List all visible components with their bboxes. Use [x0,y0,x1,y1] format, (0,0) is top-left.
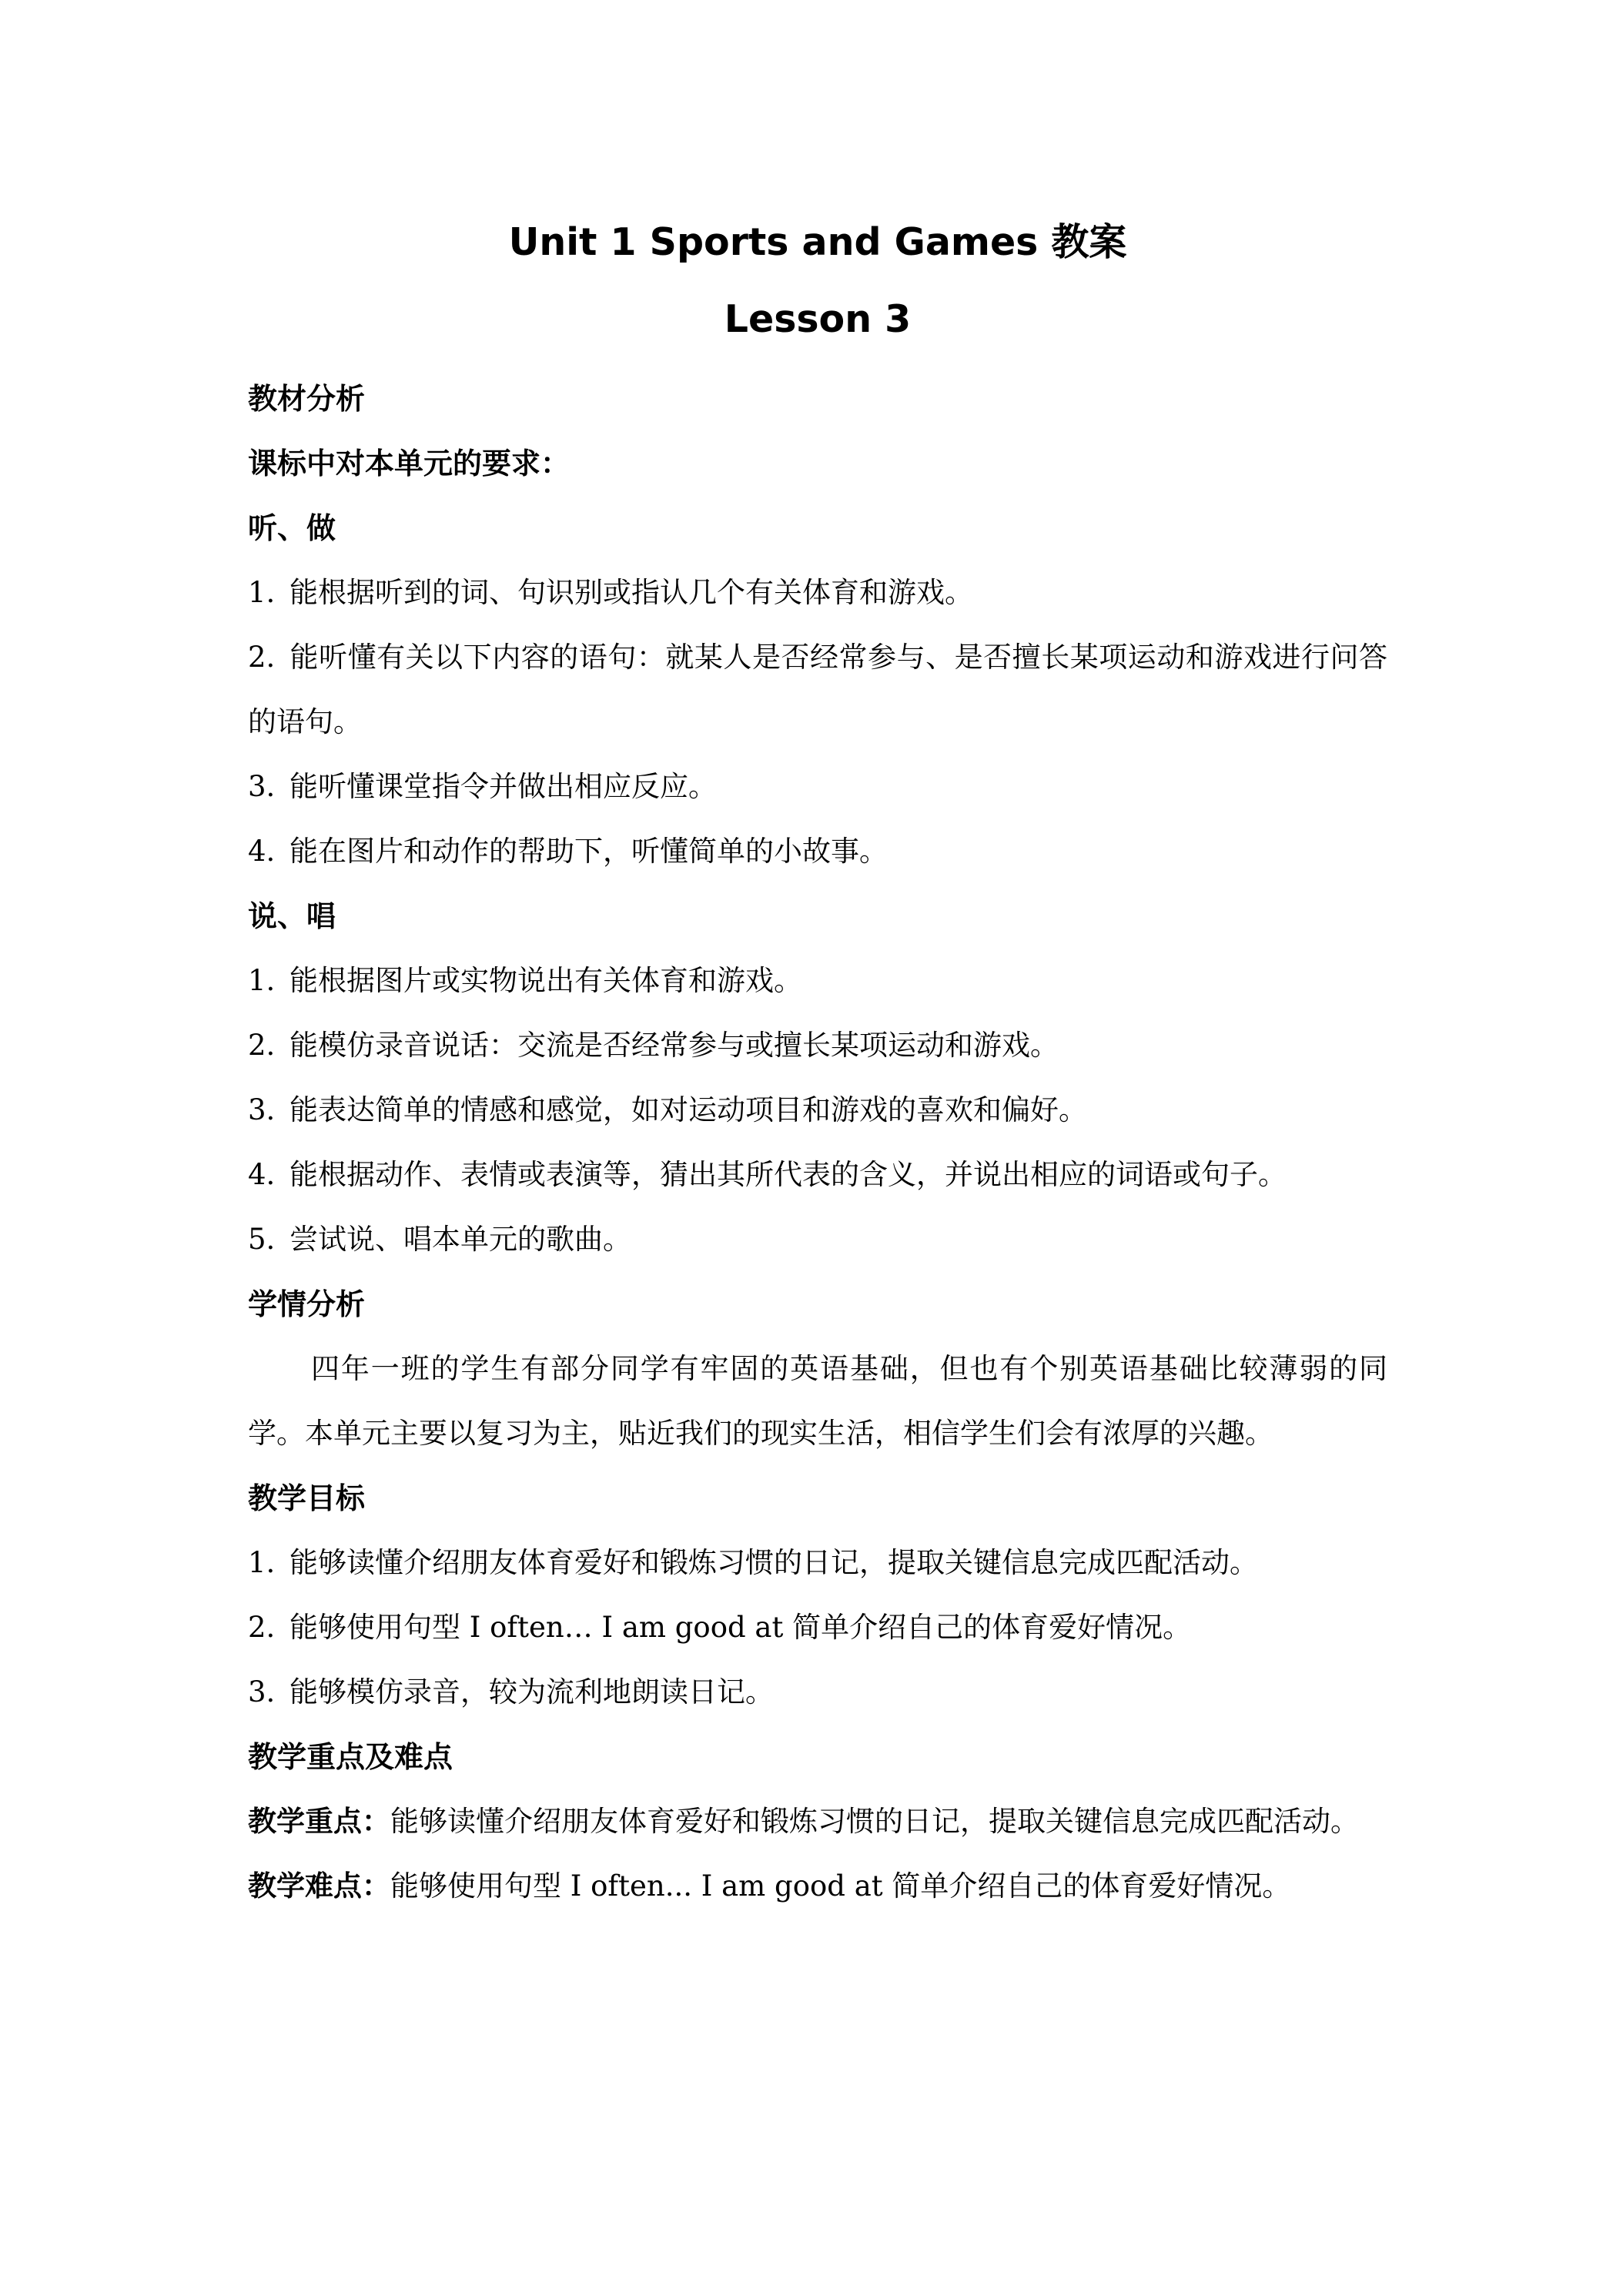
item-number: 3. [248,770,276,803]
item-number: 3. [248,1675,276,1709]
item-number: 3. [248,1093,276,1126]
teaching-difficulty-text: 能够使用句型 I often... I am good at 简单介绍自己的体育爱好情况。 [390,1869,1291,1903]
list-item [248,1531,1387,1595]
section-heading-key-points: 教学重点及难点 [248,1740,453,1774]
item-number: 5. [248,1223,276,1256]
list-item [248,755,1387,819]
list-item [248,1207,1387,1272]
list-item [248,1595,1387,1660]
list-item [248,1143,1387,1207]
item-text: 能根据图片或实物说出有关体育和游戏。 [289,964,802,997]
list-item [248,819,1387,884]
item-number: 1. [248,964,276,997]
item-number: 4. [248,835,276,868]
teaching-focus-label: 教学重点： [248,1805,390,1838]
item-text: 能表达简单的情感和感觉，如对运动项目和游戏的喜欢和偏好。 [289,1093,1087,1126]
list-item [248,1013,1387,1078]
learner-analysis-paragraph: 四年一班的学生有部分同学有牢固的英语基础，但也有个别英语基础比较薄弱的同学。本单元主要以复习为主，贴近我们的现实生活，相信学生们会有浓厚的兴趣。 [248,1352,1387,1450]
list-item [248,625,1387,755]
item-number: 2. [248,1029,276,1062]
item-text: 能听懂课堂指令并做出相应反应。 [289,770,717,803]
section-heading-speak-sing: 说、唱 [248,899,336,933]
section-heading-listen-do: 听、做 [248,511,336,545]
section-heading-learner-analysis: 学情分析 [248,1287,366,1321]
teaching-focus-text: 能够读懂介绍朋友体育爱好和锻炼习惯的日记，提取关键信息完成匹配活动。 [390,1805,1359,1838]
list-item [248,1660,1387,1725]
document-title: Unit 1 Sports and Games 教案 [508,220,1127,264]
teaching-focus [248,1789,1387,1854]
teaching-difficulty [248,1854,1387,1919]
item-text: 能在图片和动作的帮助下，听懂简单的小故事。 [289,835,888,868]
section-heading-curriculum-requirements: 课标中对本单元的要求： [248,447,571,480]
item-text: 能够模仿录音，较为流利地朗读日记。 [289,1675,774,1709]
item-text: 能够读懂介绍朋友体育爱好和锻炼习惯的日记，提取关键信息完成匹配活动。 [289,1546,1258,1579]
item-text: 尝试说、唱本单元的歌曲。 [289,1223,631,1256]
item-number: 1. [248,576,276,609]
list-item [248,1078,1387,1143]
lesson-subtitle: Lesson 3 [724,297,912,341]
teaching-difficulty-label: 教学难点： [248,1869,390,1903]
list-item [248,949,1387,1013]
item-number: 1. [248,1546,276,1579]
item-number: 2. [248,1611,276,1644]
section-heading-textbook-analysis: 教材分析 [248,382,366,416]
section-heading-teaching-goals: 教学目标 [248,1481,366,1515]
item-text: 能够使用句型 I often… I am good at 简单介绍自己的体育爱好情况。 [289,1611,1192,1644]
item-number: 4. [248,1158,276,1191]
item-text: 能根据动作、表情或表演等，猜出其所代表的含义，并说出相应的词语或句子。 [289,1158,1287,1191]
item-text: 能根据听到的词、句识别或指认几个有关体育和游戏。 [289,576,973,609]
item-text: 能模仿录音说话：交流是否经常参与或擅长某项运动和游戏。 [289,1029,1059,1062]
item-number: 2. [248,641,276,674]
list-item [248,561,1387,625]
item-text: 能听懂有关以下内容的语句：就某人是否经常参与、是否擅长某项运动和游戏进行问答的语句。 [248,641,1387,738]
document-body [248,208,1387,1919]
